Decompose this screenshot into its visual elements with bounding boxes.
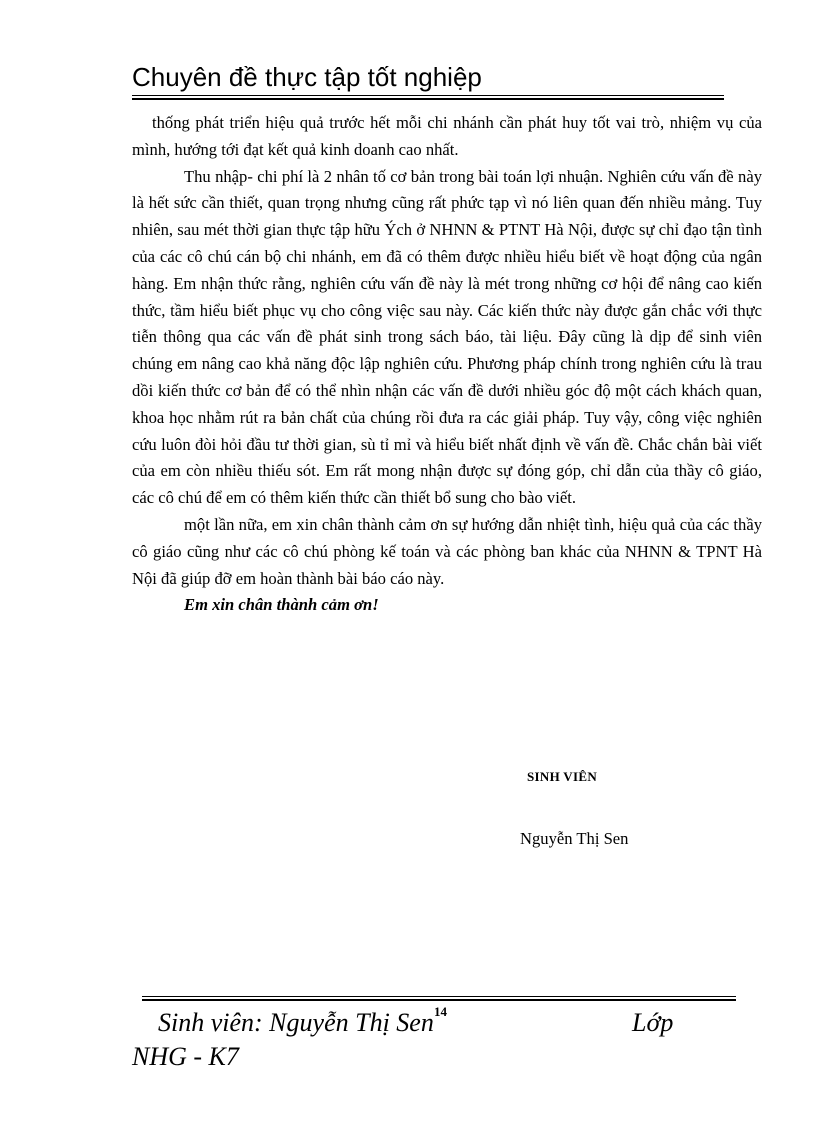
- header-rule-top: [132, 95, 724, 96]
- footer-class-label: Lớp: [632, 1008, 674, 1037]
- footer-rule-top: [142, 996, 736, 997]
- signature-name: Nguyễn Thị Sen: [520, 829, 629, 848]
- footer-class-value: NHG - K7: [132, 1042, 239, 1071]
- footer-student: Sinh viên: Nguyễn Thị Sen: [158, 1008, 434, 1037]
- paragraph: một lần nữa, em xin chân thành cảm ơn sự hướng dẫn nhiệt tình, hiệu quả của các thầy cô giáo cũng như các cô chú phòng kế toán và các phòng ban khác của NHNN & TPNT Hà Nội đã giúp đỡ em hoàn thành bài báo cáo này.: [132, 514, 762, 588]
- signature-role: SINH VIÊN: [527, 769, 598, 784]
- page-header-title: Chuyên đề thực tập tốt nghiệp: [132, 62, 482, 92]
- header-rule-bottom: [132, 98, 724, 100]
- page-number: 14: [434, 1004, 447, 1019]
- footer-rule-bottom: [142, 999, 736, 1001]
- closing-thanks: Em xin chân thành cảm ơn!: [184, 595, 379, 615]
- paragraph: Thu nhập- chi phí là 2 nhân tố cơ bản trong bài toán lợi nhuận. Nghiên cứu vấn đề này là hết sức cần thiết, quan trọng nhưng cũng rất phức tạp vì nó liên quan đến nhiều mảng. Tuy nhiên, sau mét thời gian thực tập hữu Ých ở NHNN & PTNT Hà Nội, được sự chỉ đạo tận tình của các cô chú cán bộ chi nhánh, em đã có thêm được nhiều hiểu biết về hoạt động của ngân hàng. Em nhận thức rằng, nghiên cứu vấn đề này là mét trong những cơ hội để nâng cao kiến thức, tầm hiểu biết phục vụ cho công việc sau này. Các kiến thức này được gắn chắc với thực tiễn thông qua các vấn đề phát sinh trong sách báo, tài liệu. Đây cũng là dịp để sinh viên chúng em nâng cao khả năng độc lập nghiên cứu. Phương pháp chính trong nghiên cứu là trau dồi kiến thức cơ bản để có thể nhìn nhận các vấn đề dưới nhiều góc độ một cách khách quan, khoa học nhằm rút ra bản chất của chúng rồi đưa ra các giải pháp. Tuy vậy, công việc nghiên cứu luôn đòi hỏi đầu tư thời gian, sù tỉ mỉ và hiểu biết nhất định về vấn đề. Chắc chắn bài viết của em còn nhiều thiếu sót. Em rất mong nhận được sự đóng góp, chỉ dẫn của thầy cô giáo, các cô chú để em có thêm kiến thức cần thiết bổ sung cho bào viết.: [132, 166, 762, 508]
- body-text: [132, 110, 762, 619]
- paragraph: thống phát triển hiệu quả trước hết mỗi chi nhánh cần phát huy tốt vai trò, nhiệm vụ của mình, hướng tới đạt kết quả kinh doanh cao nhất.: [132, 113, 762, 159]
